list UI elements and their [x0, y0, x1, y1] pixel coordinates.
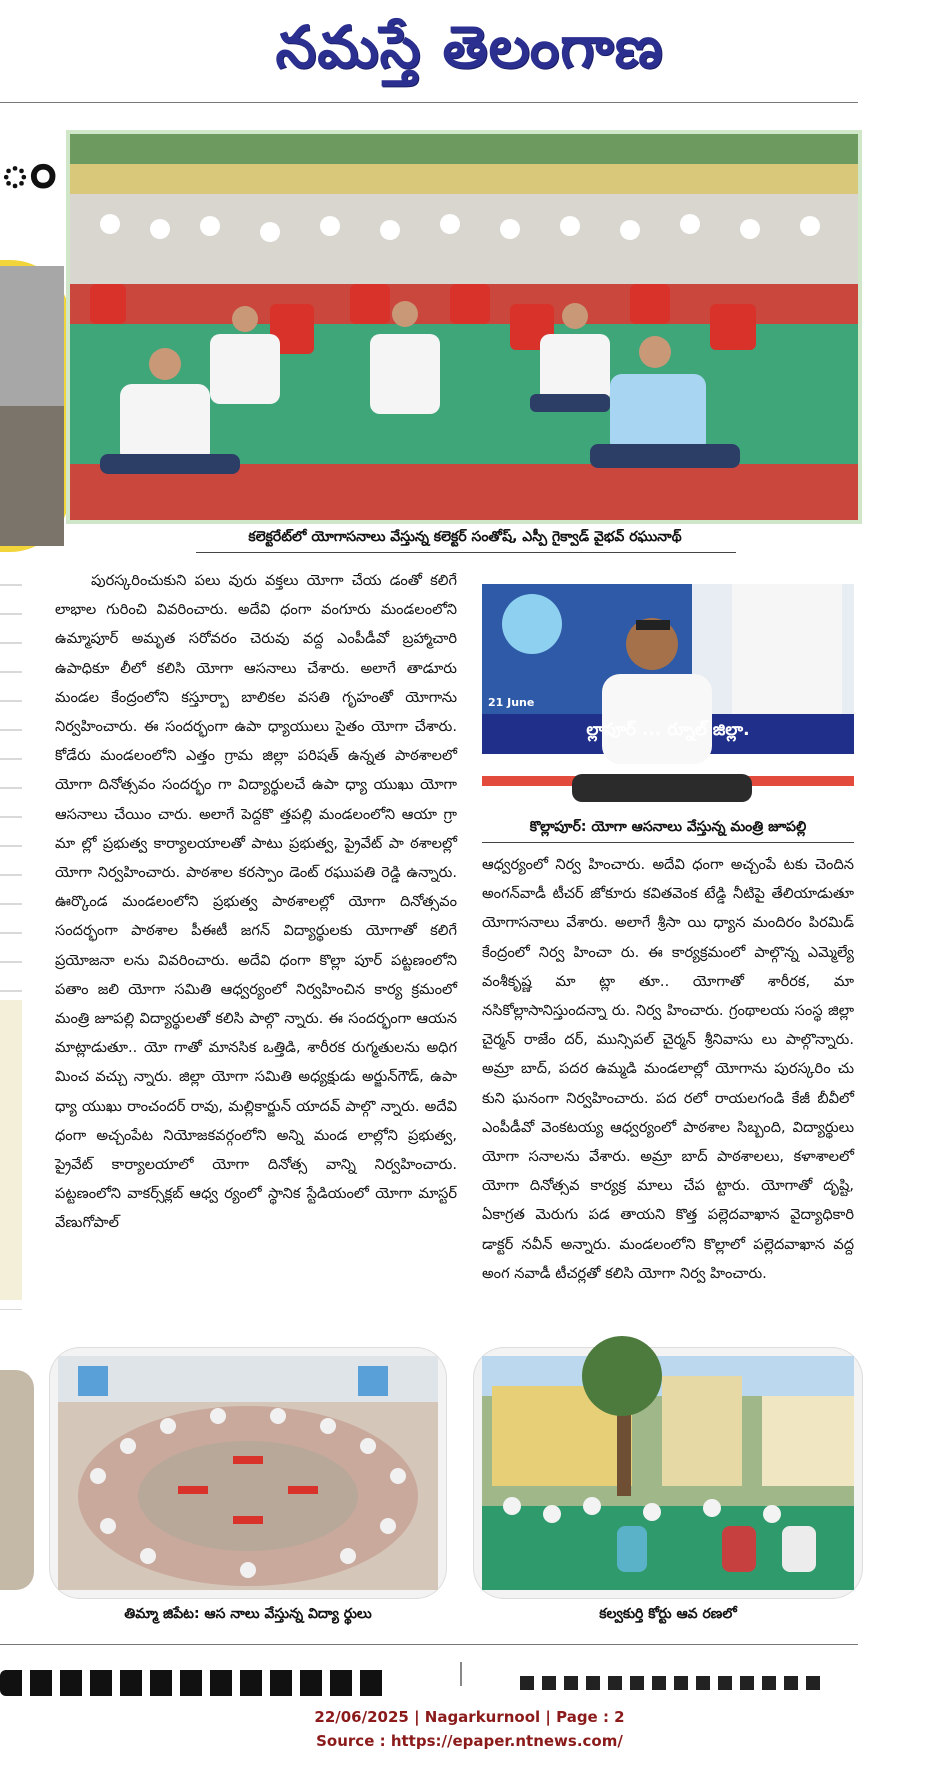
left-cut-photo-art — [0, 266, 64, 546]
masthead — [0, 0, 939, 100]
minister-photo-caption: కొల్లాపూర్: యోగా ఆసనాలు వేస్తున్న మంత్రి జూపల్లి — [529, 819, 807, 835]
bottom-left-cut-photo — [0, 1370, 34, 1590]
left-cut-shaded-box — [0, 1000, 22, 1300]
top-photo-caption: కలెక్టరేట్‌లో యోగాసనాలు వేస్తున్న కలెక్టర్ సంతోష్, ఎస్పీ గైక్వాడ్ వైభవ్ రఘునాథ్ — [248, 529, 682, 545]
banner-text: ల్లాపూర్ ... ర్నూల్ జిల్లా. — [586, 720, 750, 740]
next-headline-cut-right — [520, 1674, 820, 1682]
footer-edition: 22/06/2025 | Nagarkurnool | Page : 2 — [314, 1708, 625, 1726]
bottom-rule — [0, 1644, 858, 1645]
students-circle-yoga-illustration — [58, 1356, 438, 1590]
bottom-right-photo-caption: కల్వకుర్తి కోర్టు ఆవ రణలో — [599, 1606, 737, 1622]
article-column-1: పురస్కరించుకుని పలు వురు వక్తలు యోగా చేయ డంతో కలిగే లాభాల గురించి వివరించారు. అదేవి ధంగా వంగూరు మండలంలోని ఉమ్మాపూర్ అమృత సరోవరం చెరువు వద్ద ఎంపీడీవో బ్రహ్మాచారి ఉపాధికూ లీలో కలిసి యోగా ఆసనాలు చేశారు. అలాగే తాడూరు మండల కేంద్రంలోని కస్తూర్బా బాలికల వసతి గృహంతో యోగాను నిర్వహించారు. ఈ సందర్భంగా ఉపా ధ్యాయులు సైతం యోగా చేశారు. కోడేరు మండలంలోని ఎత్తం గ్రామ జిల్లా పరిషత్ ఉన్నత పాఠశాలలో యోగా దినోత్సవం సందర్భం గా విద్యార్థులచే ఉపా ధ్యా యుఖు యోగా ఆసనాలు చేయిం చారు. అలాగే పెద్దకొ త్తపల్లి మండలంలోని ఆయా గ్రా మా ల్లో ప్రభుత్వ కార్యాలయాలతో పాటు ప్రభుత్వ, ప్రైవేట్ పా ఠశాలల్లో యోగా నిర్వహించారు. పాఠశాల కరస్పాం డెంట్ రఘుపతి రెడ్డి ఉన్నారు. ఊర్కొండ మండలంలోని ప్రభుత్వ పాఠశాలల్లో యోగా దినోత్సవం సందర్భంగా పాఠశాల పీఈటీ జగన్ విద్యార్థులకు యోగాతో కలిగే ప్రయోజనా లను వివరించారు. అదేవి ధంగా కొల్లా పూర్ పట్టణంలోని పతాం జలి యోగా సమితి ఆధ్వర్యంలో నిర్వహించిన కార్య క్రమంలో మంత్రి జూపల్లి విద్యార్థులతో కలిసి పాల్గొ న్నారు. ఈ సందర్భంగా ఆయన మాట్లాడుతూ.. యో గాతో మానసిక ఒత్తిడి, శారీరక రుగ్మతులను అధిగ మించ వచ్చు న్నారు. జిల్లా యోగా సమితి అధ్యక్షుడు అర్జున్‌గౌడ్, ఉపా ధ్యా యుఖు రాంచందర్ రావు, మల్లికార్జున్ యాదవ్ పాల్గొ న్నారు. అదేవి ధంగా అచ్చంపేట నియోజకవర్గంలోని అన్ని మండ లాల్లోని ప్రభుత్వ, ప్రైవేట్ కార్యాలయాలో యోగా దినోత్స వాన్ని నిర్వహించారు. పట్టణంలోని వాకర్స్‌క్లబ్ ఆధ్వ ర్యంలో స్థానిక స్టేడియంలో యోగా మాస్టర్ వేణుగోపాల్ — [55, 572, 457, 1232]
bottom-right-photo — [482, 1356, 854, 1590]
footer-source: Source : https://epaper.ntnews.com/ — [316, 1732, 623, 1750]
newspaper-title: నమస్తే తెలంగాణ — [275, 13, 664, 81]
minister-photo — [482, 584, 854, 808]
left-cut-headline-text: ం — [0, 140, 57, 200]
header-rule — [0, 102, 858, 103]
next-column-divider — [460, 1662, 462, 1686]
yoga-collectorate-illustration — [70, 134, 858, 520]
top-caption-underline — [196, 552, 736, 553]
left-cut-headline — [0, 140, 57, 200]
bottom-left-photo-caption: తిమ్మా జిపేట: ఆస నాలు వేస్తున్న విద్యా ర్థులు — [124, 1606, 372, 1622]
banner-date: 21 June — [488, 696, 535, 709]
minister-caption-underline — [482, 842, 854, 843]
left-cut-photo — [0, 260, 70, 552]
top-photo — [66, 130, 862, 524]
article-column-2: ఆధ్వర్యంలో నిర్వ హించారు. అదేవి ధంగా అచ్చంపే టకు చెందిన అంగన్‌వాడీ టీచర్ జోకూరు కవితవెంక టేడ్డి నీటిపై తేలియాడుతూ యోగాసనాలు వేశారు. అలాగే శ్రీసా యి ధ్యాన మందిరం పిరమిడ్ కేంద్రంలో నిర్వ హించా రు. ఈ కార్యక్రమంలో పాల్గొన్న ఎమ్మెల్యే వంశీకృష్ణ మా ట్లా తూ.. యోగాతో శారీరక, మా నసికోల్లాసానిస్తుందన్నా రు. నిర్వ హించారు. గ్రంథాలయ సంస్థ జిల్లా చైర్మన్ రాజేం దర్, మున్సిపల్ చైర్మన్ శ్రీనివాసు లు పాల్గొన్నారు. అమ్రా బాద్, పదర ఉమ్మడి మండలాల్లో యోగాను పురస్కరిం చు కుని ఘనంగా నిర్వహించారు. పద రలో రాయలగండి కేజీ బీవీలో ఎంపీడీవో వెంకటయ్య ఆధ్వర్యంలో పాఠశాల సిబ్బంది, విద్యార్థులు యోగా సనాలను వేశారు. అమ్రా బాద్ పాఠశాలలు, కళాశాలలో యోగా దినోత్సవ కార్యక్ర మాలు చేప ట్టారు. యోగాతో దృష్టి, ఏకాగ్రత మెరుగు పడ తాయని కొత్త పల్లెదవాఖాన వైద్యాధికారి డాక్టర్ నవీన్ అన్నారు. మండలంలోని కొల్లాలో పల్లెదవాఖాన వద్ద అంగ నవాడీ టీచర్లతో కలిసి యోగా నిర్వ హించారు. — [482, 856, 854, 1282]
bottom-left-photo — [58, 1356, 438, 1590]
minister-yoga-illustration — [482, 584, 854, 808]
court-yoga-illustration — [482, 1356, 854, 1590]
next-headline-cut — [0, 1666, 400, 1682]
